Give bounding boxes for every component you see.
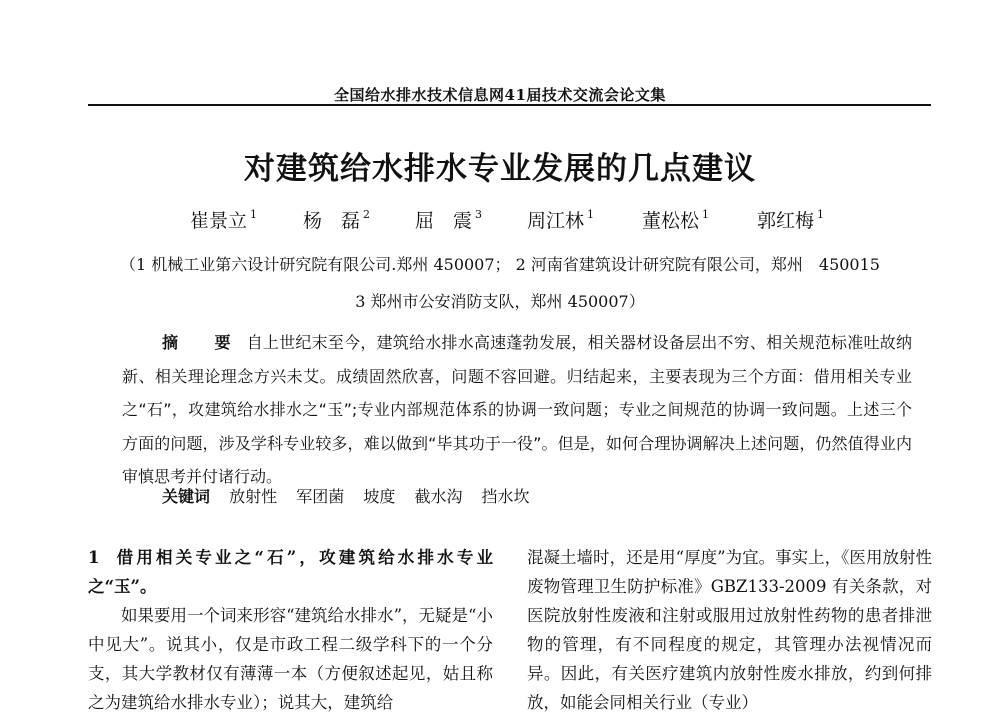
- abstract-text: 自上世纪末至今，建筑给水排水高速蓬勃发展，相关器材设备层出不穷、相关规范标准吐故纳新、相关理论理念方兴未艾。成绩固然欣喜，问题不容回避。归结起来，主要表现为三个方面：借用相关专业之“石”，攻建筑给水排水之“玉”;专业内部规范体系的协调一致问题；专业之间规范的协调一致问题。上述三个方面的问题，涉及学科专业较多，难以做到“毕其功于一役”。但是，如何合理协调解决上述问题，仍然值得业内审慎思考并付诸行动。: [122, 333, 912, 486]
- keywords: [162, 484, 544, 507]
- keywords-label: 关键词: [162, 487, 211, 506]
- keyword: 坡度: [363, 487, 396, 506]
- keyword: 截水沟: [414, 487, 463, 506]
- abstract-label: 摘 要: [162, 333, 241, 352]
- left-column: [88, 543, 493, 717]
- affiliation-line-2: 3 郑州市公安消防支队，郑州 450007）: [355, 292, 645, 311]
- keyword: 放射性: [229, 487, 278, 506]
- abstract: [122, 326, 912, 494]
- running-header: 全国给水排水技术信息网41届技术交流会论文集: [334, 86, 666, 104]
- section-heading: [88, 543, 493, 601]
- section-number: 1: [88, 548, 100, 567]
- paper-title: 对建筑给水排水专业发展的几点建议: [244, 151, 756, 187]
- author-list: [165, 206, 865, 236]
- keyword: 军团菌: [296, 487, 345, 506]
- author: 屈 震 $^3$: [415, 208, 483, 232]
- author: 郭红梅 $^1$: [757, 208, 825, 232]
- header-rule: [88, 104, 931, 106]
- affiliation-line-1: （1 机械工业第六设计研究院有限公司.郑州 450007； 2 河南省建筑设计研究院有限公司，郑州 450015: [120, 255, 880, 274]
- author: 董松松 $^1$: [642, 208, 710, 232]
- author: 周江林 $^1$: [527, 208, 595, 232]
- body-paragraph: 混凝土墙时，还是用“厚度”为宜。事实上，《医用放射性废物管理卫生防护标准》GBZ133-2009 有关条款，对医院放射性废液和注射或服用过放射性药物的患者排泄物的管理，有不同程度的规定，其管理办法视情况而异。因此，有关医疗建筑内放射性废水排放，约到何排放，如能会同相关行业（专业）: [527, 548, 932, 712]
- keyword: 挡水坎: [481, 487, 530, 506]
- right-column: [527, 543, 932, 717]
- author: 杨 磊 $^2$: [303, 208, 371, 232]
- author: 崔景立 $^1$: [190, 208, 258, 232]
- body-paragraph: 如果要用一个词来形容“建筑给水排水”，无疑是“小中见大”。说其小，仅是市政工程二级学科下的一个分支，其大学教材仅有薄薄一本（方便叙述起见，姑且称之为建筑给水排水专业）；说其大，建筑给: [88, 606, 493, 712]
- section-title: 借用相关专业之“石”，攻建筑给水排水专业之“玉”。: [88, 548, 493, 596]
